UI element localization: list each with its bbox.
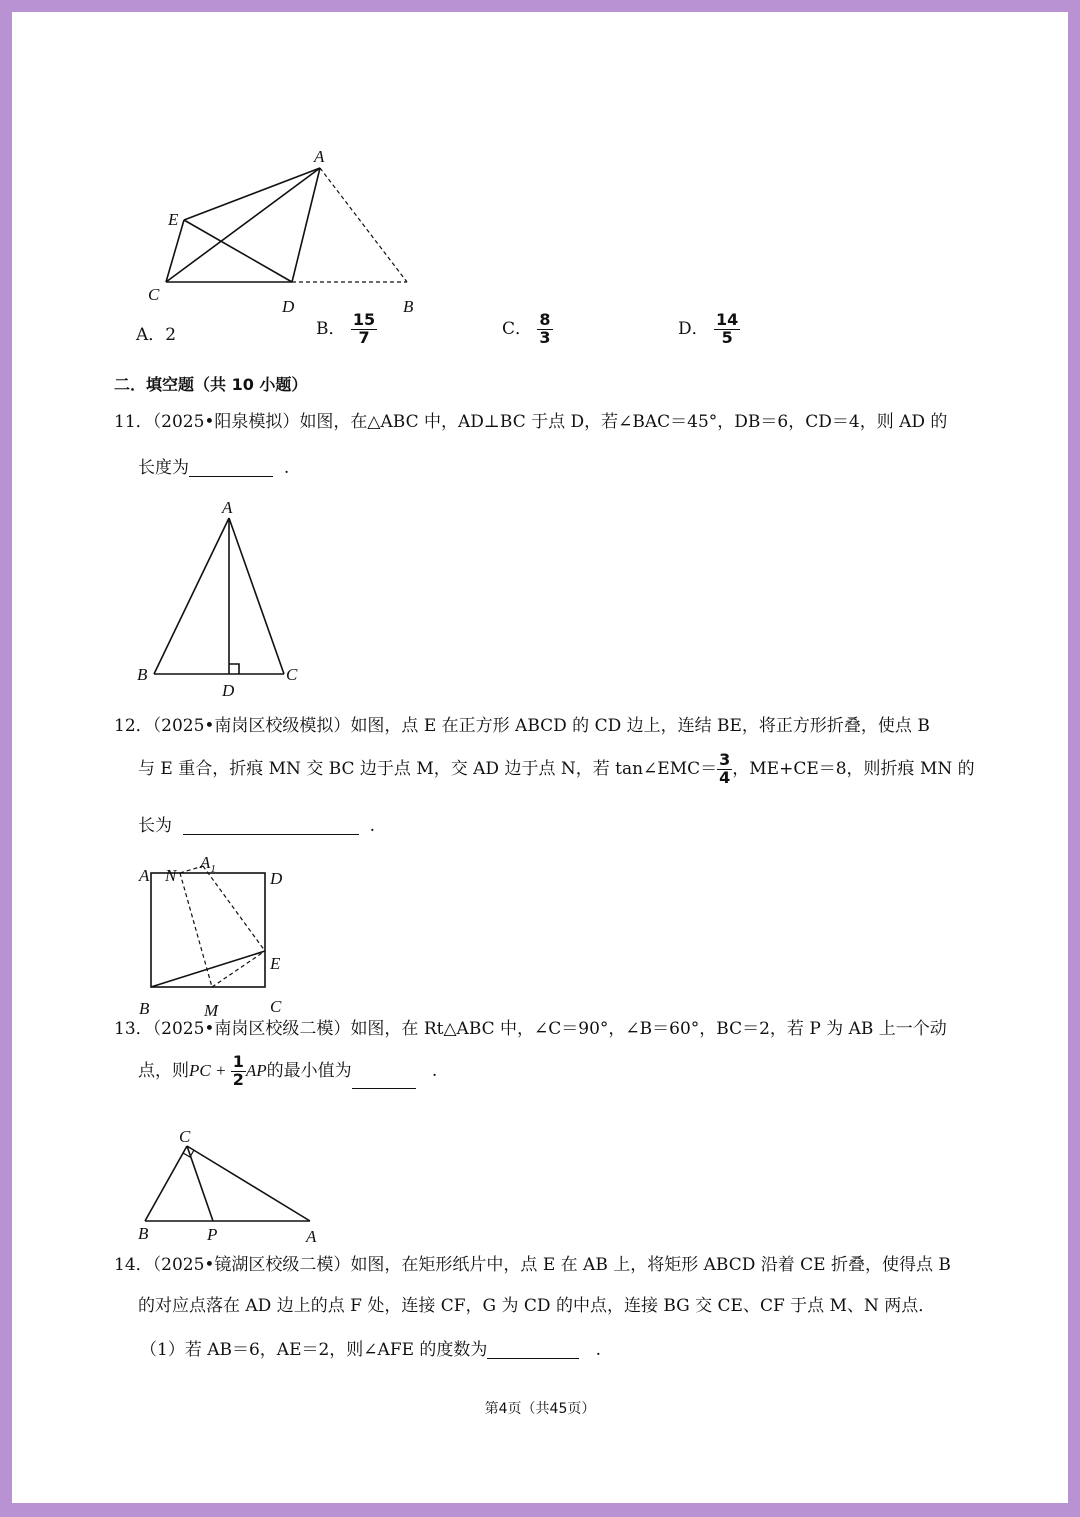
q14-sub-1 <box>140 1340 601 1359</box>
q14-text-2: 的对应点落在 AD 边上的点 F 处，连接 CF，G 为 CD 的中点，连接 BG 交 CE、CF 于点 M、N 两点． <box>138 1296 936 1316</box>
q14-text-1: 如图，在矩形纸片中，点 E 在 AB 上，将矩形 ABCD 沿着 CE 折叠，使得点 B <box>350 1255 951 1275</box>
option-d-denominator: 5 <box>721 327 733 347</box>
q12-denominator: 4 <box>719 767 731 787</box>
option-d-letter: D． <box>678 318 709 339</box>
label-d: D <box>270 869 283 888</box>
label-a1-subscript: 1 <box>210 863 216 875</box>
q14-source: （2025•镜湖区校级二模） <box>152 1255 351 1275</box>
option-c-letter: C． <box>502 318 533 339</box>
label-c: C <box>286 665 298 684</box>
q12-numerator: 3 <box>719 750 731 769</box>
q13-line-1 <box>114 1021 947 1038</box>
label-c: C <box>148 285 160 304</box>
label-a1-letter: A <box>200 853 211 872</box>
option-c-numerator: 8 <box>539 310 551 329</box>
option-d-fraction <box>714 312 740 347</box>
document-page <box>12 12 1068 1503</box>
option-c-denominator: 3 <box>539 327 551 347</box>
q12-source: （2025•南岗区校级模拟） <box>152 716 351 736</box>
q13-number: 13． <box>114 1019 153 1039</box>
q11-number: 11． <box>114 412 153 432</box>
fold-line-mn <box>180 873 212 987</box>
option-b-fraction <box>351 312 377 347</box>
section-title: 二．填空题（共 10 小题） <box>114 375 308 394</box>
q13-fraction <box>231 1054 246 1089</box>
right-angle-mark <box>229 664 239 674</box>
label-c: C <box>270 997 282 1016</box>
segment-ab <box>154 518 229 674</box>
q13-end: . <box>431 1060 438 1081</box>
option-b-denominator: 7 <box>358 327 370 347</box>
q13-denominator: 2 <box>232 1069 244 1089</box>
q12-line-1 <box>114 718 930 735</box>
q11-text-1: 如图，在△ABC 中，AD⊥BC 于点 D，若∠BAC＝45°，DB＝6，CD＝4，则 AD 的 <box>299 412 948 432</box>
option-b-letter: B． <box>316 318 346 339</box>
label-b: B <box>403 297 414 316</box>
option-c-fraction <box>537 312 552 347</box>
segment-a1e <box>203 866 265 951</box>
label-b: B <box>137 665 148 684</box>
q13-text-1: 如图，在 Rt△ABC 中，∠C＝90°，∠B＝60°，BC＝2，若 P 为 AB 上一个动 <box>350 1019 947 1039</box>
q12-line-2 <box>138 752 975 787</box>
q13-expr-b: AP <box>245 1060 267 1080</box>
segment-me <box>212 951 265 987</box>
option-d <box>678 312 740 347</box>
label-a1 <box>199 853 216 875</box>
option-d-numerator: 14 <box>716 310 739 329</box>
label-a: A <box>306 1227 317 1246</box>
figure-q10 <box>122 140 442 320</box>
q11-line-1 <box>114 414 947 431</box>
label-b: B <box>139 999 150 1016</box>
q11-answer-blank[interactable] <box>189 458 273 477</box>
figure-q11 <box>130 496 330 701</box>
q11-text-2: 长度为 <box>138 458 189 478</box>
q12-text-2b: ，ME+CE＝8，则折痕 MN 的 <box>732 758 975 779</box>
q13-numerator: 1 <box>232 1052 244 1071</box>
segment-ea <box>184 168 320 220</box>
option-c <box>502 312 553 347</box>
q11-source: （2025•阳泉模拟） <box>152 412 300 432</box>
q13-expr-a: PC + <box>189 1060 231 1080</box>
label-m: M <box>204 1001 219 1016</box>
segment-cp <box>187 1146 213 1221</box>
label-e: E <box>168 210 179 229</box>
q12-number: 12． <box>114 716 153 736</box>
q13-answer-blank[interactable] <box>352 1070 416 1089</box>
label-c: C <box>179 1127 191 1146</box>
q12-text-1: 如图，点 E 在正方形 ABCD 的 CD 边上，连结 BE，将正方形折叠，使点 B <box>350 716 930 736</box>
q12-line-3 <box>138 816 375 835</box>
q11-end: . <box>283 458 290 478</box>
page-footer: 第4页（共45页） <box>484 1401 596 1417</box>
segment-ab-dashed <box>320 168 407 282</box>
q14-line-2 <box>138 1298 935 1315</box>
q14-line-1 <box>114 1257 951 1274</box>
option-b <box>316 312 377 347</box>
segment-ec <box>166 220 184 282</box>
label-a: A <box>139 866 150 885</box>
segment-ac <box>229 518 284 674</box>
label-a: A <box>314 147 325 166</box>
q13-source: （2025•南岗区校级二模） <box>152 1019 351 1039</box>
option-a-value: 2 <box>165 325 177 345</box>
segment-be <box>151 951 265 987</box>
label-b: B <box>138 1224 149 1243</box>
figure-q13 <box>130 1120 330 1248</box>
q12-answer-blank[interactable] <box>183 816 359 835</box>
segment-cb <box>145 1146 187 1221</box>
q12-fraction <box>717 752 732 787</box>
q13-text-2b: 的最小值为 <box>266 1060 352 1081</box>
option-a <box>136 327 176 344</box>
q14-number: 14． <box>114 1255 153 1275</box>
q14-sub-1-text: （1）若 AB＝6，AE＝2，则∠AFE 的度数为 <box>140 1340 488 1360</box>
q13-line-2 <box>138 1054 437 1089</box>
q11-line-2 <box>138 458 289 477</box>
square-abcd <box>151 873 265 987</box>
option-a-letter: A． <box>136 325 166 345</box>
q14-end: . <box>595 1340 602 1360</box>
label-a: A <box>222 498 233 517</box>
label-d: D <box>282 297 295 316</box>
q13-text-2a: 点，则 <box>138 1060 189 1081</box>
label-n: N <box>165 866 177 885</box>
segment-ca <box>187 1146 310 1221</box>
q12-text-2a: 与 E 重合，折痕 MN 交 BC 边于点 M，交 AD 边于点 N，若 tan∠EMC＝ <box>138 758 718 779</box>
label-p: P <box>207 1225 218 1244</box>
q12-text-3: 长为 <box>138 816 172 836</box>
label-e: E <box>270 954 281 973</box>
option-b-numerator: 15 <box>352 310 376 329</box>
q14-answer-blank[interactable] <box>487 1340 579 1359</box>
label-d: D <box>222 681 235 700</box>
figure-q12 <box>130 848 310 1016</box>
q12-end: . <box>369 816 376 836</box>
